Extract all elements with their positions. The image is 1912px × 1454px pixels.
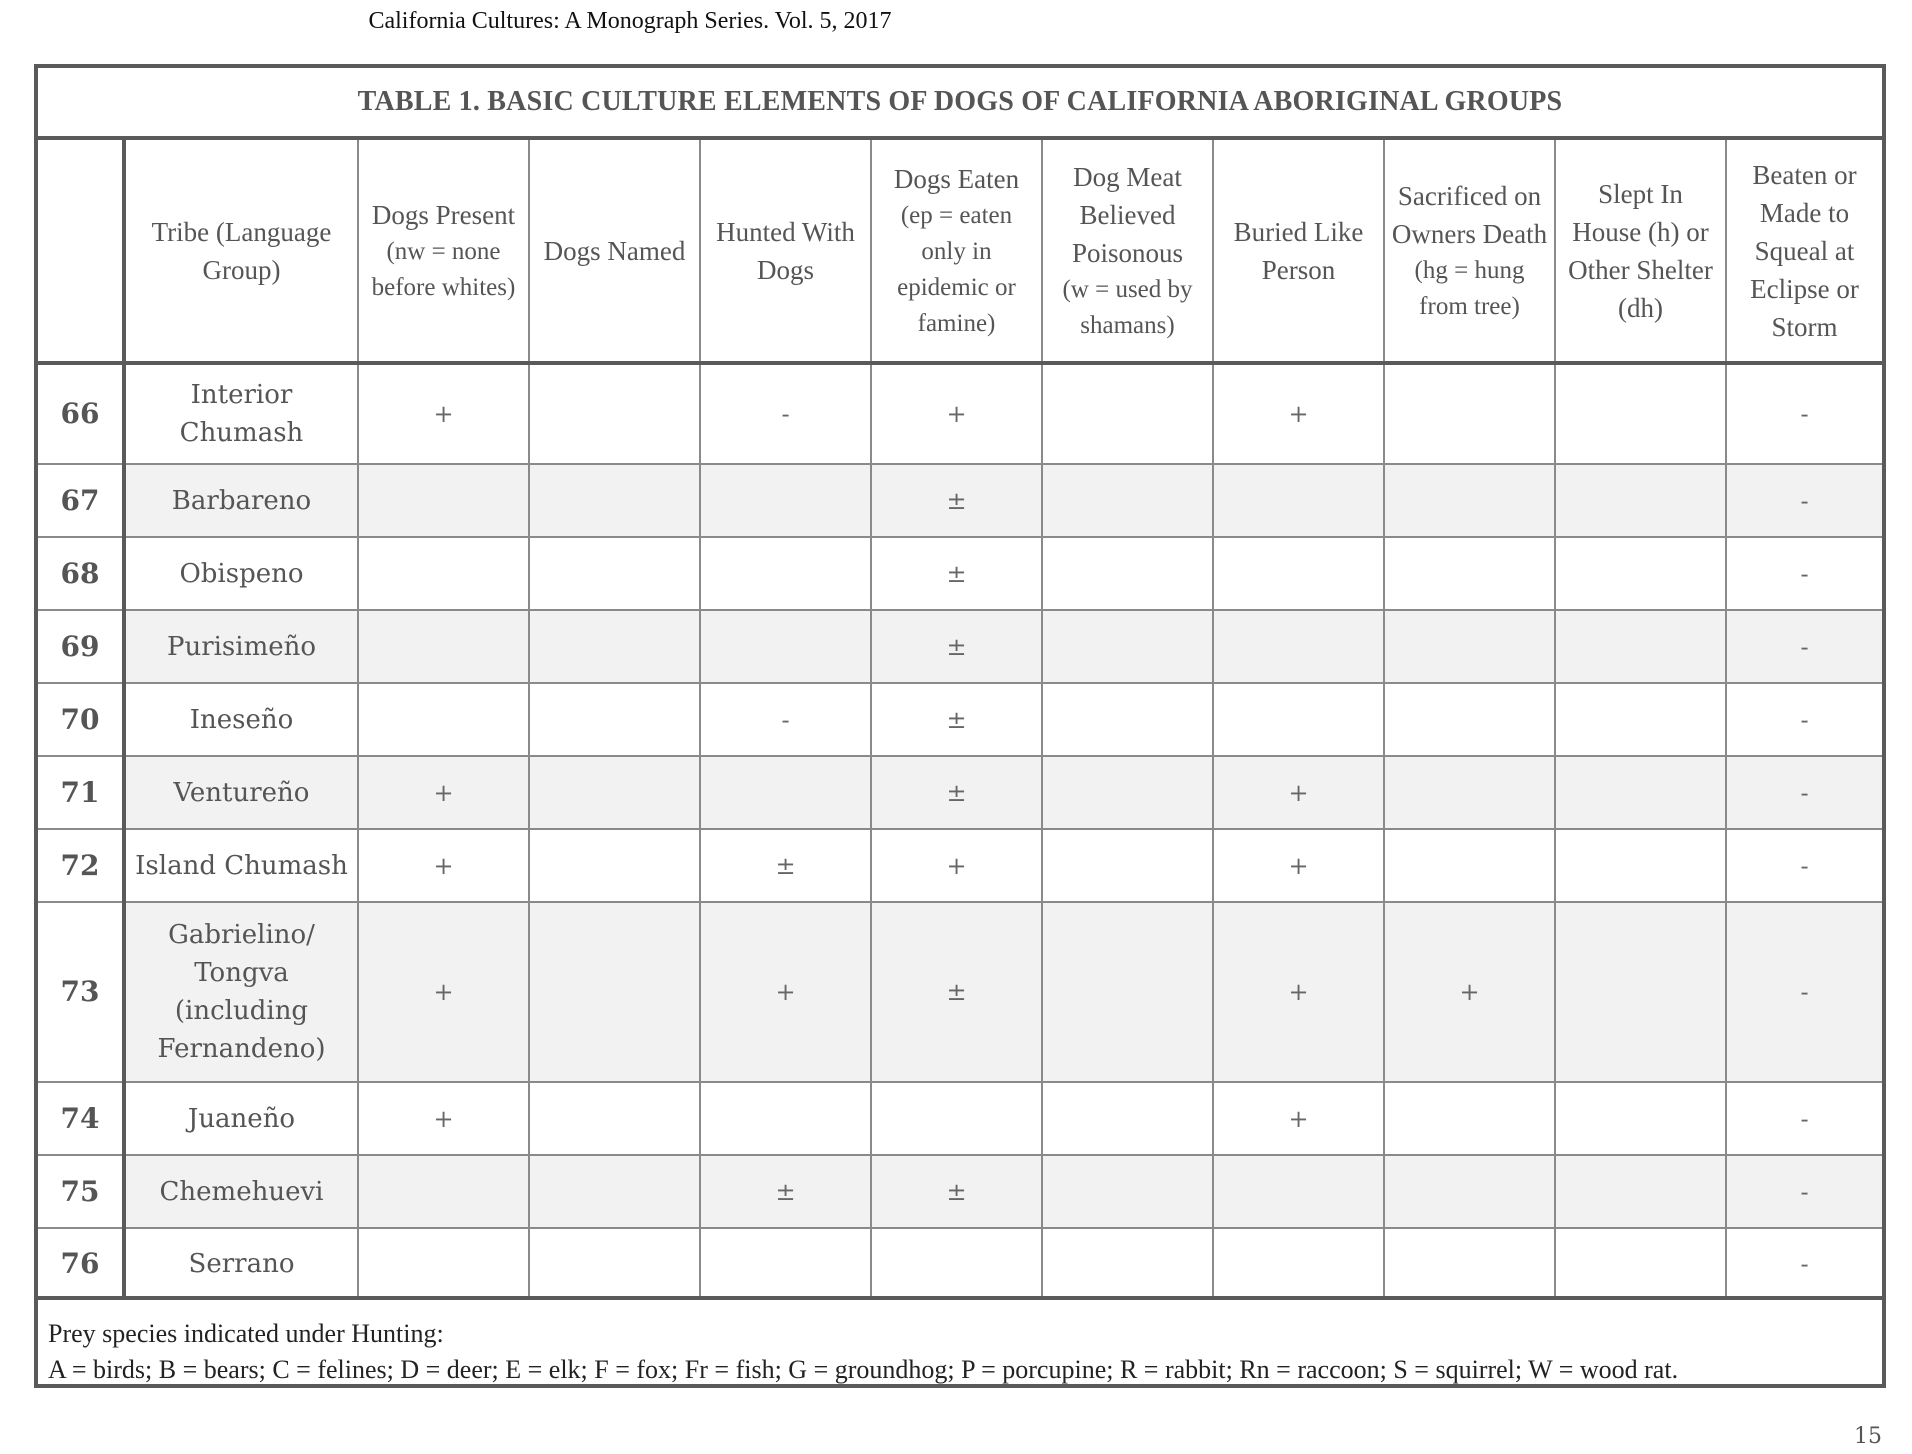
header-dogs-present-label: Dogs Present: [371, 199, 516, 230]
tribe-name: Chemehuevi: [124, 1155, 358, 1228]
cell-dogs-eaten: ±: [871, 1155, 1042, 1228]
header-beaten-or-squeal: [1726, 140, 1882, 363]
cell-poison: [1042, 829, 1213, 902]
cell-hunted: [700, 610, 871, 683]
cell-slept: [1555, 683, 1726, 756]
cell-hunted: -: [700, 683, 871, 756]
cell-dogs-present: +: [358, 363, 529, 464]
row-number: 69: [38, 610, 124, 683]
cell-sacrificed: [1384, 537, 1555, 610]
header-sacrificed: [1384, 140, 1555, 363]
cell-sacrificed: [1384, 829, 1555, 902]
cell-hunted: [700, 537, 871, 610]
cell-dogs-present: +: [358, 829, 529, 902]
data-grid: [38, 140, 1882, 1299]
culture-elements-table: [34, 64, 1886, 1388]
cell-dogs-present: [358, 610, 529, 683]
cell-dogs-present: [358, 1155, 529, 1228]
row-number: 72: [38, 829, 124, 902]
header-sacrificed-note: (hg = hung from tree): [1414, 256, 1525, 320]
cell-beaten: -: [1726, 1155, 1882, 1228]
cell-beaten: -: [1726, 1082, 1882, 1155]
cell-hunted: [700, 1228, 871, 1299]
cell-poison: [1042, 902, 1213, 1082]
tribe-name: Juaneño: [124, 1082, 358, 1155]
tribe-name: Island Chumash: [124, 829, 358, 902]
row-number: 68: [38, 537, 124, 610]
cell-sacrificed: [1384, 1155, 1555, 1228]
cell-sacrificed: [1384, 610, 1555, 683]
cell-dogs-named: [529, 537, 700, 610]
table-title: TABLE 1. BASIC CULTURE ELEMENTS OF DOGS OF CALIFORNIA ABORIGINAL GROUPS: [38, 68, 1882, 140]
cell-beaten: -: [1726, 902, 1882, 1082]
cell-dogs-named: [529, 1082, 700, 1155]
cell-beaten: -: [1726, 363, 1882, 464]
cell-slept: [1555, 902, 1726, 1082]
cell-buried: [1213, 1228, 1384, 1299]
cell-dogs-named: [529, 756, 700, 829]
notes-heading: Prey species indicated under Hunting:: [48, 1319, 444, 1348]
cell-hunted: [700, 1082, 871, 1155]
table-row: [38, 464, 1882, 537]
cell-hunted: [700, 464, 871, 537]
cell-sacrificed: [1384, 363, 1555, 464]
cell-hunted: ±: [700, 1155, 871, 1228]
header-dogs-present-note: (nw = none before whites): [371, 237, 516, 301]
table-row: [38, 1082, 1882, 1155]
cell-slept: [1555, 464, 1726, 537]
cell-slept: [1555, 363, 1726, 464]
header-buried-like-person: [1213, 140, 1384, 363]
header-tribe: [124, 140, 358, 363]
cell-buried: +: [1213, 363, 1384, 464]
cell-buried: +: [1213, 756, 1384, 829]
cell-dogs-present: [358, 464, 529, 537]
table-row: [38, 1228, 1882, 1299]
tribe-name: Gabrielino/ Tongva (including Fernandeno): [124, 902, 358, 1082]
cell-slept: [1555, 829, 1726, 902]
cell-slept: [1555, 537, 1726, 610]
tribe-name: Barbareno: [124, 464, 358, 537]
cell-slept: [1555, 756, 1726, 829]
cell-poison: [1042, 363, 1213, 464]
cell-dogs-eaten: ±: [871, 756, 1042, 829]
cell-poison: [1042, 537, 1213, 610]
cell-slept: [1555, 1082, 1726, 1155]
cell-dogs-present: [358, 683, 529, 756]
cell-slept: [1555, 610, 1726, 683]
cell-dogs-eaten: ±: [871, 683, 1042, 756]
row-number: 73: [38, 902, 124, 1082]
header-tribe-label: Tribe (Language Group): [151, 216, 332, 285]
cell-dogs-eaten: +: [871, 363, 1042, 464]
header-sacrificed-label: Sacrificed on Owners Death: [1391, 180, 1548, 249]
cell-poison: [1042, 464, 1213, 537]
cell-dogs-eaten: ±: [871, 464, 1042, 537]
cell-dogs-named: [529, 1228, 700, 1299]
page-number: 15: [1854, 1424, 1882, 1449]
tribe-name: Interior Chumash: [124, 363, 358, 464]
cell-beaten: -: [1726, 683, 1882, 756]
table-row: [38, 756, 1882, 829]
tribe-name: Purisimeño: [124, 610, 358, 683]
cell-dogs-eaten: +: [871, 829, 1042, 902]
header-beaten-label: Beaten or Made to Squeal at Eclipse or Storm: [1750, 159, 1859, 342]
cell-sacrificed: +: [1384, 902, 1555, 1082]
cell-buried: [1213, 1155, 1384, 1228]
row-number: 74: [38, 1082, 124, 1155]
cell-buried: +: [1213, 902, 1384, 1082]
cell-hunted: +: [700, 902, 871, 1082]
cell-beaten: -: [1726, 610, 1882, 683]
cell-dogs-named: [529, 829, 700, 902]
row-number: 71: [38, 756, 124, 829]
cell-hunted: [700, 756, 871, 829]
cell-dogs-present: [358, 537, 529, 610]
cell-dogs-named: [529, 363, 700, 464]
cell-dogs-present: [358, 1228, 529, 1299]
header-dogs-eaten: [871, 140, 1042, 363]
cell-dogs-named: [529, 1155, 700, 1228]
table-row: [38, 683, 1882, 756]
table-row: [38, 610, 1882, 683]
cell-poison: [1042, 1082, 1213, 1155]
row-number: 76: [38, 1228, 124, 1299]
row-number: 67: [38, 464, 124, 537]
header-buried-label: Buried Like Person: [1233, 216, 1364, 285]
table-row: [38, 1155, 1882, 1228]
cell-beaten: -: [1726, 464, 1882, 537]
header-number: [38, 140, 124, 363]
cell-dogs-named: [529, 610, 700, 683]
header-poison-label: Dog Meat Believed Poisonous: [1071, 161, 1184, 268]
cell-dogs-present: +: [358, 902, 529, 1082]
cell-dogs-present: +: [358, 1082, 529, 1155]
cell-hunted: -: [700, 363, 871, 464]
header-hunted-with-dogs: [700, 140, 871, 363]
cell-slept: [1555, 1228, 1726, 1299]
notes-legend: A = birds; B = bears; C = felines; D = deer; E = elk; F = fox; Fr = fish; G = groundhog; P = porcupine; R = rabbit; Rn = raccoon; S = squirrel; W = wood rat.: [48, 1355, 1679, 1384]
row-number: 70: [38, 683, 124, 756]
row-number: 75: [38, 1155, 124, 1228]
table-row: [38, 537, 1882, 610]
cell-poison: [1042, 756, 1213, 829]
cell-poison: [1042, 1228, 1213, 1299]
cell-poison: [1042, 683, 1213, 756]
tribe-name: Obispeno: [124, 537, 358, 610]
cell-beaten: -: [1726, 537, 1882, 610]
cell-beaten: -: [1726, 1228, 1882, 1299]
cell-sacrificed: [1384, 1082, 1555, 1155]
header-dogs-eaten-label: Dogs Eaten: [893, 163, 1020, 194]
header-dogs-eaten-note: (ep = eaten only in epidemic or famine): [897, 201, 1016, 337]
header-hunted-label: Hunted With Dogs: [716, 216, 855, 285]
header-slept-in-house: [1555, 140, 1726, 363]
cell-buried: [1213, 683, 1384, 756]
cell-buried: +: [1213, 829, 1384, 902]
cell-sacrificed: [1384, 756, 1555, 829]
cell-dogs-present: +: [358, 756, 529, 829]
cell-poison: [1042, 610, 1213, 683]
cell-dogs-eaten: ±: [871, 610, 1042, 683]
table-notes: [38, 1296, 1882, 1384]
cell-buried: [1213, 464, 1384, 537]
cell-hunted: ±: [700, 829, 871, 902]
tribe-name: Ventureño: [124, 756, 358, 829]
cell-dogs-eaten: ±: [871, 902, 1042, 1082]
header-dogs-named-label: Dogs Named: [543, 235, 686, 266]
cell-dogs-named: [529, 464, 700, 537]
cell-buried: [1213, 537, 1384, 610]
cell-dogs-named: [529, 683, 700, 756]
header-poison-note: (w = used by shamans): [1062, 275, 1193, 339]
table-row: [38, 829, 1882, 902]
tribe-name: Ineseño: [124, 683, 358, 756]
header-dogs-present: [358, 140, 529, 363]
running-head: California Cultures: A Monograph Series. Vol. 5, 2017: [368, 8, 892, 34]
cell-slept: [1555, 1155, 1726, 1228]
tribe-name: Serrano: [124, 1228, 358, 1299]
cell-dogs-eaten: ±: [871, 537, 1042, 610]
cell-beaten: -: [1726, 756, 1882, 829]
cell-sacrificed: [1384, 1228, 1555, 1299]
header-dog-meat-poisonous: [1042, 140, 1213, 363]
cell-dogs-eaten: [871, 1082, 1042, 1155]
cell-buried: [1213, 610, 1384, 683]
table-row: [38, 363, 1882, 464]
cell-poison: [1042, 1155, 1213, 1228]
cell-sacrificed: [1384, 683, 1555, 756]
cell-dogs-named: [529, 902, 700, 1082]
header-row: [38, 140, 1882, 363]
cell-beaten: -: [1726, 829, 1882, 902]
cell-buried: +: [1213, 1082, 1384, 1155]
header-slept-label: Slept In House (h) or Other Shelter (dh): [1568, 178, 1713, 323]
table-row: [38, 902, 1882, 1082]
row-number: 66: [38, 363, 124, 464]
header-dogs-named: [529, 140, 700, 363]
cell-sacrificed: [1384, 464, 1555, 537]
cell-dogs-eaten: [871, 1228, 1042, 1299]
